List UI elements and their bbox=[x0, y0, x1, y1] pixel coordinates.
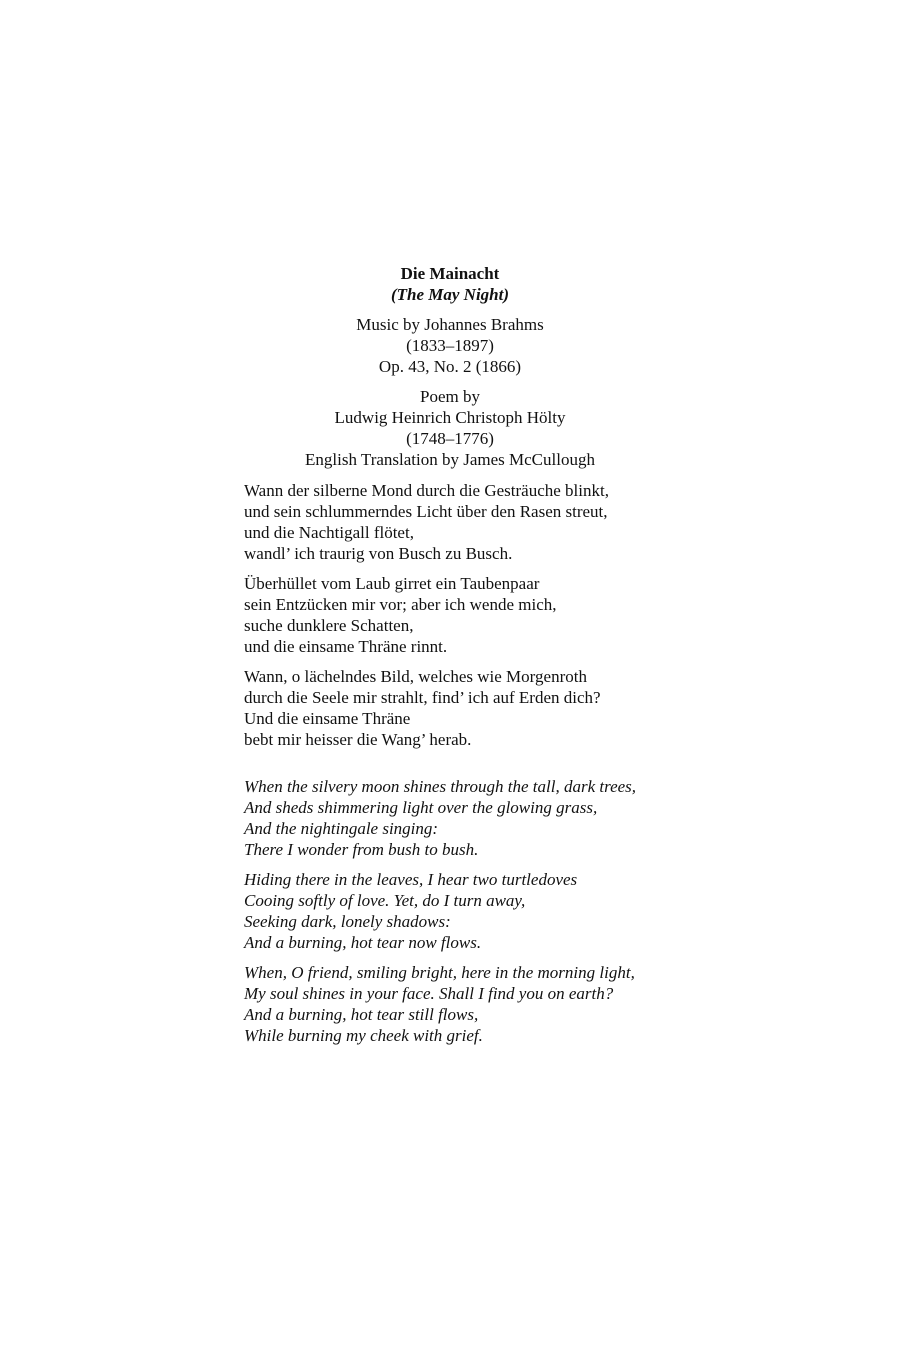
verse-line: sein Entzücken mir vor; aber ich wende mich, bbox=[244, 595, 557, 614]
translation-credit: English Translation by James McCullough bbox=[305, 450, 595, 469]
poem-credit-label: Poem by bbox=[420, 387, 480, 406]
verse-line: Wann, o lächelndes Bild, welches wie Morgenroth bbox=[244, 667, 587, 686]
verse-line: und sein schlummerndes Licht über den Rasen streut, bbox=[244, 502, 608, 521]
verse-line: And a burning, hot tear now flows. bbox=[244, 933, 482, 952]
verse-line: Und die einsame Thräne bbox=[244, 709, 411, 728]
verse-line: And the nightingale singing: bbox=[244, 819, 439, 838]
verse-line: When, O friend, smiling bright, here in the morning light, bbox=[244, 963, 635, 982]
opus-number: Op. 43, No. 2 (1866) bbox=[378, 357, 522, 376]
german-poem bbox=[244, 480, 864, 759]
spacer bbox=[0, 377, 900, 386]
english-stanza-2 bbox=[244, 869, 864, 953]
verse-line: und die Nachtigall flötet, bbox=[244, 523, 414, 542]
song-header bbox=[0, 263, 900, 470]
verse-line: Wann der silberne Mond durch die Gesträuche blinkt, bbox=[244, 481, 609, 500]
verse-line: And a burning, hot tear still flows, bbox=[244, 1005, 479, 1024]
verse-line: There I wonder from bush to bush. bbox=[244, 840, 479, 859]
music-credit: Music by Johannes Brahms bbox=[356, 315, 544, 334]
verse-line: Hiding there in the leaves, I hear two turtledoves bbox=[244, 870, 578, 889]
english-stanza-3 bbox=[244, 962, 864, 1046]
verse-line: When the silvery moon shines through the tall, dark trees, bbox=[244, 777, 637, 796]
english-translation bbox=[244, 776, 864, 1055]
song-subtitle: (The May Night) bbox=[390, 285, 510, 304]
verse-line: Seeking dark, lonely shadows: bbox=[244, 912, 451, 931]
verse-line: Überhüllet vom Laub girret ein Taubenpaar bbox=[244, 574, 540, 593]
poet-dates: (1748–1776) bbox=[406, 429, 494, 448]
verse-line: durch die Seele mir strahlt, find’ ich auf Erden dich? bbox=[244, 688, 601, 707]
german-stanza-3 bbox=[244, 666, 864, 750]
song-title: Die Mainacht bbox=[400, 264, 500, 283]
verse-line: While burning my cheek with grief. bbox=[244, 1026, 483, 1045]
verse-line: Cooing softly of love. Yet, do I turn away, bbox=[244, 891, 526, 910]
verse-line: und die einsame Thräne rinnt. bbox=[244, 637, 448, 656]
composer-dates: (1833–1897) bbox=[406, 336, 494, 355]
german-stanza-1 bbox=[244, 480, 864, 564]
poet-name: Ludwig Heinrich Christoph Hölty bbox=[334, 408, 566, 427]
verse-line: bebt mir heisser die Wang’ herab. bbox=[244, 730, 472, 749]
english-stanza-1 bbox=[244, 776, 864, 860]
verse-line: suche dunklere Schatten, bbox=[244, 616, 414, 635]
verse-line: My soul shines in your face. Shall I find you on earth? bbox=[244, 984, 614, 1003]
spacer bbox=[0, 305, 900, 314]
verse-line: wandl’ ich traurig von Busch zu Busch. bbox=[244, 544, 513, 563]
verse-line: And sheds shimmering light over the glowing grass, bbox=[244, 798, 598, 817]
german-stanza-2 bbox=[244, 573, 864, 657]
